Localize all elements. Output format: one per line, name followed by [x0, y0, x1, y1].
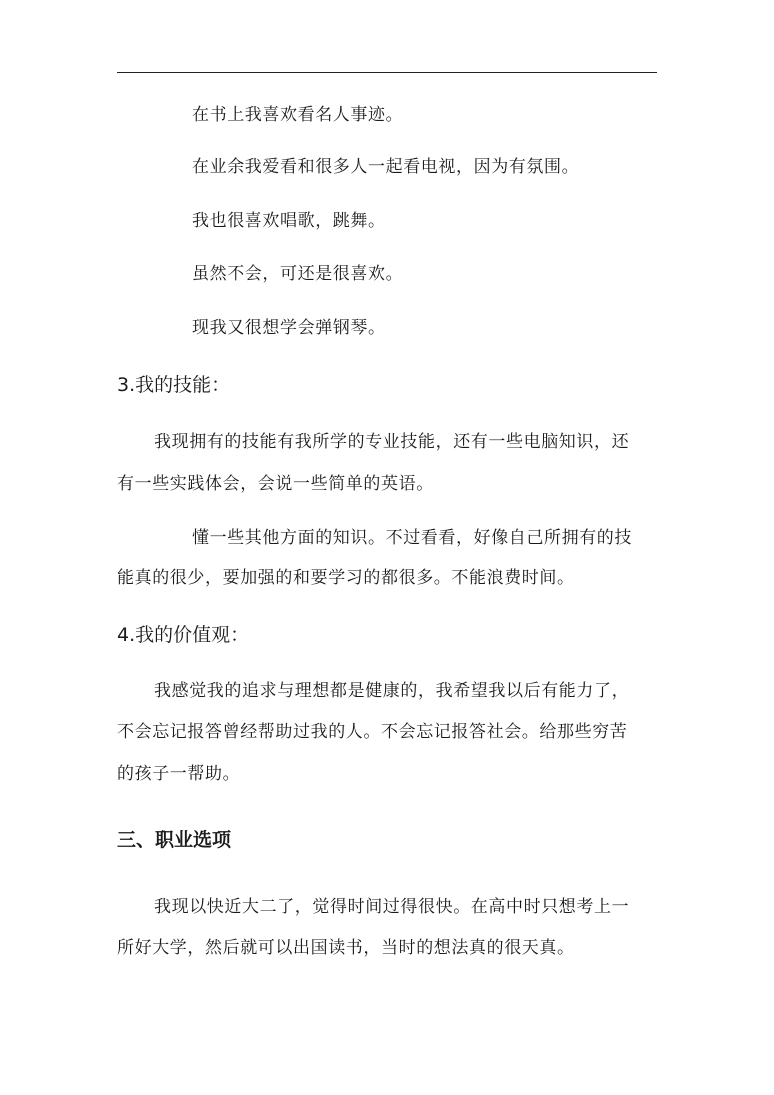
- hobby-line-1: 在书上我喜欢看名人事迹。: [192, 105, 404, 125]
- hobby-line-5: 现我又很想学会弹钢琴。: [192, 318, 386, 338]
- skills-paragraph-1-line-2: 有一些实践体会，会说一些简单的英语。: [117, 474, 434, 494]
- values-paragraph-line-2: 不会忘记报答曾经帮助过我的人。不会忘记报答社会。给那些穷苦: [117, 722, 628, 742]
- career-section-heading: 三、职业选项: [117, 829, 232, 851]
- skills-paragraph-2-line-1: 懂一些其他方面的知识。不过看看，好像自己所拥有的技: [192, 528, 632, 548]
- skills-paragraph-2-line-2: 能真的很少，要加强的和要学习的都很多。不能浪费时间。: [117, 568, 575, 588]
- values-paragraph-line-3: 的孩子一帮助。: [117, 764, 241, 784]
- hobby-line-3: 我也很喜欢唱歌，跳舞。: [192, 211, 386, 231]
- hobby-line-4: 虽然不会，可还是很喜欢。: [192, 264, 404, 284]
- header-rule: [117, 72, 657, 73]
- values-heading: 4.我的价值观：: [117, 624, 250, 646]
- skills-paragraph-1-line-1: 我现拥有的技能有我所学的专业技能，还有一些电脑知识，还: [154, 432, 630, 452]
- career-paragraph-line-1: 我现以快近大二了，觉得时间过得很快。在高中时只想考上一: [154, 897, 630, 917]
- hobby-line-2: 在业余我爱看和很多人一起看电视，因为有氛围。: [192, 157, 580, 177]
- values-paragraph-line-1: 我感觉我的追求与理想都是健康的，我希望我以后有能力了，: [154, 681, 630, 701]
- career-paragraph-line-2: 所好大学，然后就可以出国读书，当时的想法真的很天真。: [117, 938, 575, 958]
- skills-heading: 3.我的技能：: [117, 374, 231, 396]
